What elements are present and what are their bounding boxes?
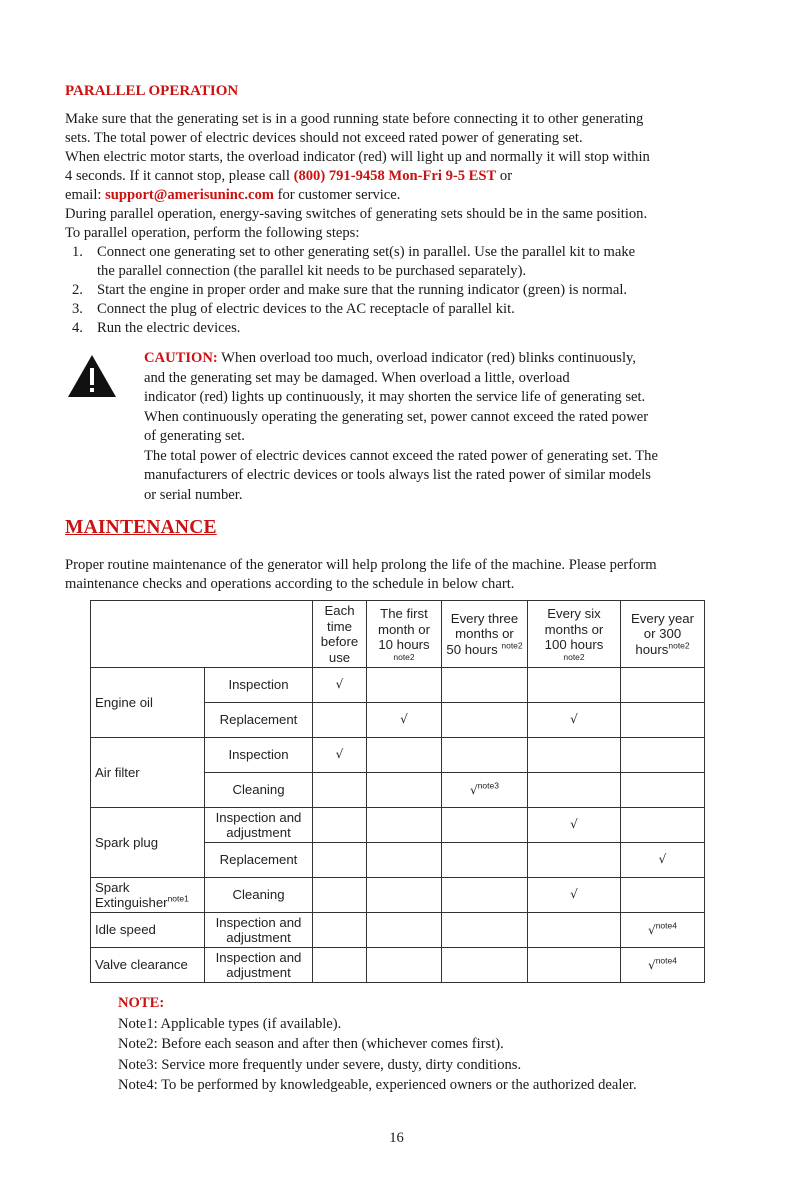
- header-c5-l3: [621, 642, 704, 658]
- header-c3-l1: Every three: [450, 610, 519, 626]
- check-with-note3: [442, 773, 528, 808]
- step-3-num: 3.: [72, 301, 83, 317]
- note-4: Note4: To be performed by knowledgeable, experienced owners or the authorized dealer.: [118, 1077, 637, 1093]
- item-spark-ext-l2-text: Extinguisher: [95, 895, 168, 910]
- op-ia-l2: adjustment: [226, 930, 291, 945]
- step-4: [72, 319, 635, 338]
- support-phone: (800) 791-9458 Mon-Fri 9-5 EST: [293, 168, 497, 184]
- caution-line-4: When continuously operating the generating set, power cannot exceed the rated power: [144, 408, 649, 425]
- op-replacement: Replacement: [205, 703, 313, 738]
- caution-line-7: manufacturers of electric devices or tools always list the rated power of similar models: [144, 467, 651, 483]
- op-cleaning: Cleaning: [205, 878, 313, 913]
- check-mark: √: [528, 703, 621, 738]
- step-1-text: Connect one generating set to other generating set(s) in parallel. Use the parallel kit to make: [97, 244, 636, 260]
- parallel-line-2: sets. The total power of electric devices should not exceed rated power of generating set.: [65, 130, 583, 146]
- caution-line-5: of generating set.: [144, 428, 245, 444]
- parallel-line-4-b: or: [496, 168, 513, 184]
- item-engine-oil: Engine oil: [91, 668, 205, 738]
- note4-marker: note4: [655, 920, 677, 931]
- op-ia-l1: Inspection and: [215, 914, 302, 930]
- parallel-line-1: Make sure that the generating set is in a good running state before connecting it to other generating: [65, 111, 644, 127]
- op-inspection: Inspection: [205, 738, 313, 773]
- parallel-line-7: To parallel operation, perform the following steps:: [65, 225, 360, 241]
- header-c1-l1: Each: [324, 603, 355, 618]
- header-c2-note: note2: [393, 651, 415, 662]
- header-c3-l3: [442, 642, 527, 658]
- check-mark: √: [528, 878, 621, 913]
- header-c1-l2: time: [327, 618, 352, 634]
- header-c5-l2: or 300: [643, 626, 682, 642]
- check-mark: √: [648, 922, 656, 937]
- parallel-line-3: When electric motor starts, the overload indicator (red) will light up and normally it will stop within: [65, 149, 650, 165]
- check-mark: √: [313, 738, 367, 773]
- caution-label: CAUTION:: [144, 350, 218, 366]
- op-ia-l1: Inspection and: [215, 949, 302, 965]
- header-c4-note: note2: [563, 651, 585, 662]
- item-spark-extinguisher: [91, 878, 205, 913]
- header-every-year: [621, 601, 705, 668]
- op-ia-l1: Inspection and: [215, 809, 302, 825]
- step-1-num: 1.: [72, 244, 83, 260]
- parallel-steps: [72, 243, 635, 338]
- item-spark-plug: Spark plug: [91, 808, 205, 878]
- header-c1-l4: use: [328, 649, 351, 665]
- op-replacement: Replacement: [205, 843, 313, 878]
- table-row: [91, 913, 705, 948]
- table-row: [91, 668, 705, 703]
- parallel-line-4: [65, 167, 512, 186]
- check-mark: √: [648, 957, 656, 972]
- header-c4-l2: months or: [544, 621, 604, 637]
- table-row: [91, 948, 705, 983]
- caution-block: [144, 349, 658, 505]
- maintenance-intro-2: maintenance checks and operations according to the schedule in below chart.: [65, 576, 515, 592]
- step-1-cont: the parallel connection (the parallel kit needs to be purchased separately).: [97, 263, 527, 279]
- op-inspection-adjustment: [205, 948, 313, 983]
- caution-line-6: The total power of electric devices cannot exceed the rated power of generating set. The: [144, 447, 658, 464]
- maintenance-intro-1: Proper routine maintenance of the generator will help prolong the life of the machine. Please perform: [65, 557, 657, 573]
- check-mark: √: [470, 782, 478, 797]
- header-c3-l3-text: 50 hours: [446, 641, 498, 657]
- parallel-line-5-b: for customer service.: [273, 187, 401, 203]
- table-row: [91, 878, 705, 913]
- parallel-line-4-a: 4 seconds. If it cannot stop, please call: [65, 168, 294, 184]
- item-spark-ext-l1: Spark: [95, 879, 130, 895]
- header-c2-l2: month or: [377, 621, 431, 637]
- caution-line-1: [144, 349, 658, 369]
- header-c1-l3: before: [320, 634, 359, 649]
- table-row: [91, 808, 705, 843]
- table-row: [91, 738, 705, 773]
- parallel-line-5-a: email:: [65, 187, 106, 203]
- note3-marker: note3: [477, 780, 499, 791]
- parallel-line-5: [65, 186, 400, 205]
- header-c5-l3-text: hours: [635, 641, 669, 657]
- note-3: Note3: Service more frequently under severe, dusty, dirty conditions.: [118, 1056, 522, 1073]
- op-ia-l2: adjustment: [226, 825, 291, 840]
- check-mark: √: [528, 808, 621, 843]
- step-3-text: Connect the plug of electric devices to the AC receptacle of parallel kit.: [97, 301, 515, 317]
- caution-line-2: and the generating set may be damaged. When overload a little, overload: [144, 369, 570, 386]
- table-header-row: [91, 601, 705, 668]
- page-number: 16: [389, 1130, 404, 1146]
- header-c5-note: note2: [668, 640, 690, 651]
- header-c4-l1: Every six: [547, 606, 601, 622]
- note-2: Note2: Before each season and after then (whichever comes first).: [118, 1036, 504, 1052]
- parallel-operation-heading: PARALLEL OPERATION: [65, 83, 239, 99]
- check-mark: √: [367, 703, 442, 738]
- step-3: [72, 300, 635, 319]
- header-each-time: [313, 601, 367, 668]
- header-c3-note: note2: [501, 640, 523, 651]
- item-air-filter: Air filter: [91, 738, 205, 808]
- item-spark-ext-l2: [95, 895, 204, 911]
- note-1: Note1: Applicable types (if available).: [118, 1015, 342, 1032]
- maintenance-heading: MAINTENANCE: [65, 517, 217, 538]
- header-three-months: [442, 601, 528, 668]
- header-c4-l3: 100 hours: [544, 637, 604, 653]
- op-inspection-adjustment: [205, 808, 313, 843]
- step-1: [72, 243, 635, 262]
- header-c3-l2: months or: [455, 626, 514, 642]
- op-ia-l2: adjustment: [226, 965, 291, 980]
- check-mark: √: [621, 843, 705, 878]
- op-inspection: Inspection: [205, 668, 313, 703]
- step-4-text: Run the electric devices.: [97, 320, 241, 336]
- notes-heading: NOTE:: [118, 995, 165, 1011]
- item-valve-clearance: Valve clearance: [91, 948, 205, 983]
- caution-line-8: or serial number.: [144, 486, 243, 503]
- parallel-line-6: During parallel operation, energy-saving switches of generating sets should be in the same position.: [65, 206, 648, 222]
- header-blank: [91, 601, 313, 668]
- notes-block: [118, 993, 637, 1096]
- op-cleaning: Cleaning: [205, 773, 313, 808]
- caution-line-3: indicator (red) lights up continuously, it may shorten the service life of generating set.: [144, 389, 646, 405]
- note1-marker: note1: [167, 893, 189, 904]
- header-c5-l1: Every year: [630, 610, 695, 626]
- header-c2-l1: The first: [380, 606, 428, 622]
- header-six-months: [528, 601, 621, 668]
- check-with-note4: [621, 948, 705, 983]
- note4-marker: note4: [655, 955, 677, 966]
- step-2: [72, 281, 635, 300]
- check-with-note4: [621, 913, 705, 948]
- header-first-month: [367, 601, 442, 668]
- warning-icon: [67, 354, 117, 398]
- support-email: support@amerisuninc.com: [105, 187, 274, 203]
- op-inspection-adjustment: [205, 913, 313, 948]
- header-c2-l3: 10 hours: [378, 637, 430, 653]
- check-mark: √: [313, 668, 367, 703]
- item-idle-speed: Idle speed: [91, 913, 205, 948]
- step-4-num: 4.: [72, 320, 83, 336]
- step-2-text: Start the engine in proper order and make sure that the running indicator (green) is normal.: [97, 282, 628, 298]
- maintenance-schedule-table: [90, 600, 705, 983]
- step-2-num: 2.: [72, 282, 83, 298]
- caution-line-1-text: When overload too much, overload indicator (red) blinks continuously,: [217, 350, 637, 366]
